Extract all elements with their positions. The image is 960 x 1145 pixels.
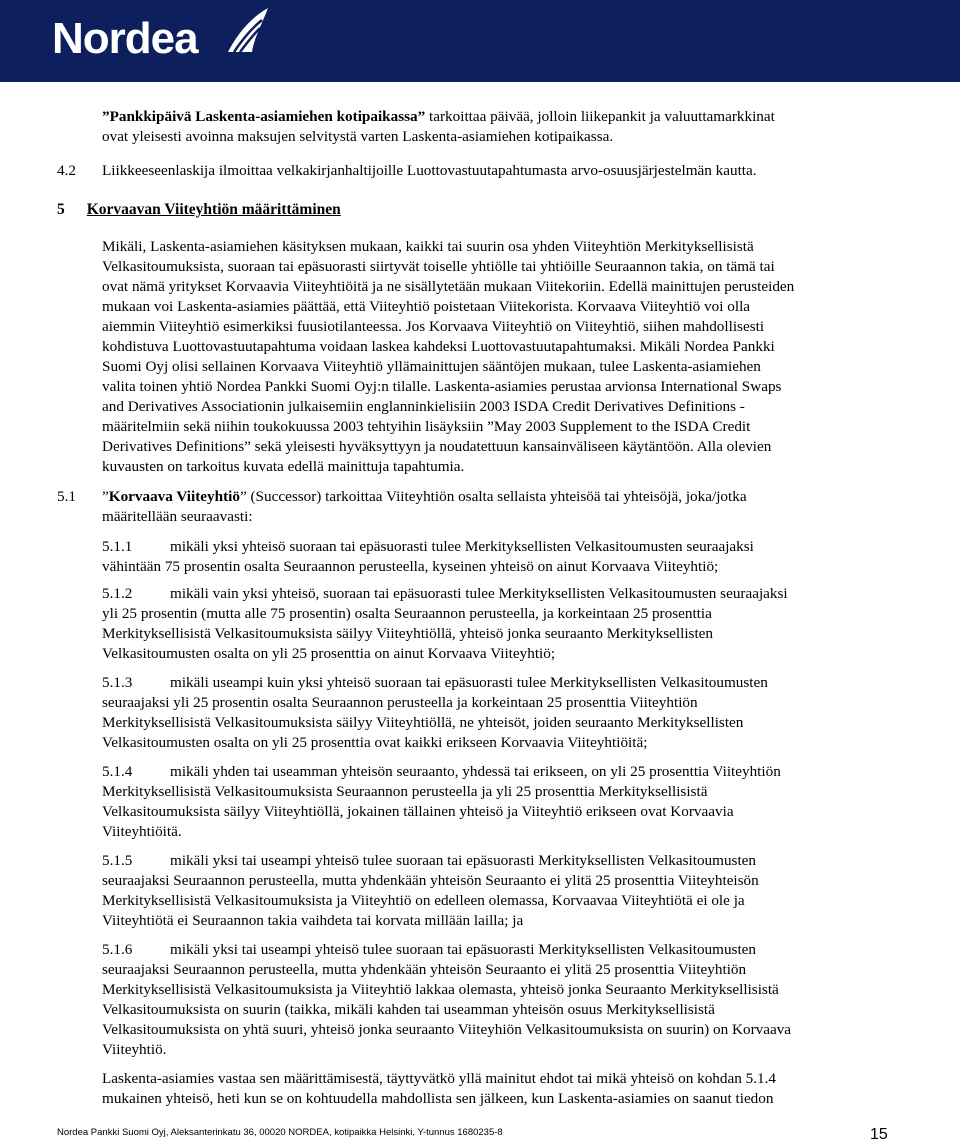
paragraph-line: ovat nämä yritykset Korvaavia Viiteyhtiöitä ja ne sisällytetään mukaan Viitekoriin. Edellä mainittujen perusteiden [102,278,795,295]
paragraph-line: Velkasitoumuksista, suoraan tai epäsuorasti siirtyvät toiselle yhtiölle tai yhtiöille Seuraannon takia, on tämä tai [102,258,775,275]
subitem-line: yli 25 prosentin (mutta alle 75 prosentin) osalta Seuraannon perusteella, ja korkeintaan 25 prosenttia [102,605,712,622]
subitem-line: seuraajaksi Seuraannon perusteella, mutta yhdenkään yhteisön Seuraanto ei ylitä 25 prosenttia Viiteyhteisön [102,872,759,889]
subitem-line: Viiteyhtiö. [102,1041,167,1058]
subitem-line: seuraajaksi yli 25 prosentin osalta Seuraannon perusteella ja korkeintaan 25 prosenttia Viiteyhtiön [102,694,698,711]
intro-line-2: ovat yleisesti avoinna maksujen selvitystä varten Laskenta-asiamiehen kotipaikassa. [102,128,614,145]
subitem-5-1-4 [102,762,902,842]
subitem-line: Merkityksellisistä Velkasitoumuksista säilyy Viiteyhtiöllä, yhteisö jonka seuraanto Merkityksellisten [102,625,714,642]
page-footer: Nordea Pankki Suomi Oyj, Aleksanterinkatu 36, 00020 NORDEA, kotipaikka Helsinki, Y-tunnus 1680235-8 [57,1127,503,1138]
subitem-line: mikäli yksi tai useampi yhteisö tulee suoraan tai epäsuorasti Merkityksellisten Velkasitoumusten [170,941,757,958]
subitem-5-1-1 [102,537,902,577]
subitem-line: Velkasitoumusten osalta on yli 25 prosenttia on ainut Korvaava Viiteyhtiö; [102,645,556,662]
closing-line: Laskenta-asiamies vastaa sen määrittämisestä, täyttyvätkö yllä mainitut ehdot tai mikä yhteisö on kohdan 5.1.4 [102,1070,776,1087]
subitem-line: Velkasitoumusten osalta on yli 25 prosenttia ovat kaikki erikseen Korvaavia Viiteyhtiöitä; [102,734,648,751]
subitem-5-1-5 [102,851,902,931]
subitem-line: Velkasitoumuksista säilyy Viiteyhtiöllä, jokainen tällainen yhteisö ja Viiteyhtiö erikseen ovat Korvaavia [102,803,734,820]
paragraph-line: kuvausten on tarkoitus kuvata edellä mainittuja tapahtumia. [102,458,465,475]
item-5-1-number: 5.1 [57,488,76,505]
subitem-line: Velkasitoumuksista on suurin (taikka, mikäli kahden tai useamman yhteisön osuus Merkityksellisistä [102,1001,715,1018]
paragraph-line: Derivatives Definitions” sekä yleisesti hyväksyttyyn ja noudatettuun kansainväliseen käytäntöön. Alla olevien [102,438,772,455]
subitem-label: 5.1.6 [102,941,133,958]
item-5-1-text: (Successor) tarkoittaa Viiteyhtiön osalta sellaista yhteisöä tai yhteisöjä, joka/jotka [246,488,747,505]
closing-line: mukainen yhteisö, heti kun se on kohtuudella mahdollista sen jälkeen, kun Laskenta-asiamies on saanut tiedon [102,1090,774,1107]
paragraph-line: Suomi Oyj olisi sellainen Korvaava Viiteyhtiö yllämainittujen sääntöjen mukaan, tulee Laskenta-asiamiehen [102,358,761,375]
subitem-5-1-2 [102,584,902,664]
paragraph-line: mukaan voi Laskenta-asiamies päättää, että Viiteyhtiö poistetaan Viitekorista. Korvaava Viiteyhtiö voi olla [102,298,751,315]
subitem-line: mikäli useampi kuin yksi yhteisö suoraan tai epäsuorasti tulee Merkityksellisten Velkasitoumusten [170,674,768,691]
subitem-line: seuraajaksi Seuraannon perusteella, mutta yhdenkään yhteisön Seuraanto ei ylitä 25 prosenttia Viiteyhtiön [102,961,747,978]
subitem-label: 5.1.3 [102,674,133,691]
section-5-number: 5 [57,201,65,218]
logo-text: Nordea [52,14,198,63]
paragraph-line: and Derivatives Associationin julkaisemiin englanninkielisiin 2003 ISDA Credit Derivatives Definitions - [102,398,745,415]
item-5-1-term: Korvaava Viiteyhtiö [108,488,240,505]
item-4-2-text: Liikkeeseenlaskija ilmoittaa velkakirjanhaltijoille Luottovastuutapahtumasta arvo-osuusjärjestelmän kautta. [102,162,757,179]
subitem-label: 5.1.4 [102,763,133,780]
page-number: 15 [870,1126,888,1143]
subitem-line: Viiteyhtiöitä. [102,823,182,840]
subitem-line: Merkityksellisistä Velkasitoumuksista ja Viiteyhtiö on edelleen olemassa, Korvaavaa Viiteyhtiötä ei ole ja [102,892,745,909]
subitem-line: vähintään 75 prosentin osalta Seuraannon perusteella, kyseinen yhteisö on ainut Korvaava Viiteyhtiö; [102,558,719,575]
paragraph-line: Mikäli, Laskenta-asiamiehen käsityksen mukaan, kaikki tai suurin osa yhden Viiteyhtiön Merkityksellisistä [102,238,754,255]
intro-term: ”Pankkipäivä Laskenta-asiamiehen kotipaikassa” [102,108,426,125]
item-5-1-line-2: määritellään seuraavasti: [102,508,253,525]
section-5-title: Korvaavan Viiteyhtiön määrittäminen [86,201,341,218]
subitem-line: Merkityksellisistä Velkasitoumuksista säilyy Viiteyhtiöllä, ne yhteisöt, joiden seuraanto Merkityksellisten [102,714,744,731]
paragraph-line: valita toinen yhtiö Nordea Pankki Suomi Oyj:n tilalle. Laskenta-asiamies perustaa arvionsa International Swaps [102,378,782,395]
intro-paragraph [102,107,775,127]
subitem-label: 5.1.2 [102,585,133,602]
subitem-line: Viiteyhtiötä ei Seuraannon takia vaihdeta tai korvata millään lailla; ja [102,912,524,929]
quote-open: ” [102,488,109,505]
subitem-line: Velkasitoumuksista on yhtä suuri, yhteisö jonka seuraanto Viiteyhiön Velkasitoumuksista on suurin) on Korvaava [102,1021,792,1038]
subitem-line: Merkityksellisistä Velkasitoumuksista ja Viiteyhtiö lakkaa olemasta, yhteisö jonka Seuraanto Merkityksellisistä [102,981,779,998]
paragraph-line: kohdistuva Luottovastuutapahtuma voidaan laskea kahdeksi Luottovastuutapahtumaksi. Mikäli Nordea Pankki [102,338,775,355]
subitem-5-1-3 [102,673,902,753]
subitem-5-1-6 [102,940,902,1060]
section-5-paragraph [102,237,922,477]
subitem-line: mikäli yksi yhteisö suoraan tai epäsuorasti tulee Merkityksellisten Velkasitoumusten seuraajaksi [170,538,754,555]
intro-text: tarkoittaa päivää, jolloin liikepankit ja valuuttamarkkinat [425,108,775,125]
paragraph-line: aiemmin Viiteyhtiö esimerkiksi fuusiotilanteessa. Jos Korvaava Viiteyhtiö on Viiteyhtiö, siihen mahdollisesti [102,318,765,335]
closing-paragraph [102,1069,902,1109]
subitem-label: 5.1.1 [102,538,133,555]
paragraph-line: määritelmiin sekä niihin toukokuussa 2003 tehtyihin lisäyksiin ”May 2003 Supplement to the ISDA Credit [102,418,751,435]
item-4-2-number: 4.2 [57,162,76,179]
subitem-line: Merkityksellisistä Velkasitoumuksista Seuraannon perusteella ja yli 25 prosenttia Merkityksellisistä [102,783,708,800]
section-5-heading [57,200,341,220]
item-5-1-definition [102,487,747,507]
subitem-label: 5.1.5 [102,852,133,869]
subitem-line: mikäli vain yksi yhteisö, suoraan tai epäsuorasti tulee Merkityksellisten Velkasitoumusten seuraajaksi [170,585,788,602]
subitem-line: mikäli yhden tai useamman yhteisön seuraanto, yhdessä tai erikseen, on yli 25 prosenttia Viiteyhtiön [170,763,781,780]
subitem-line: mikäli yksi tai useampi yhteisö tulee suoraan tai epäsuorasti Merkityksellisten Velkasitoumusten [170,852,757,869]
quote-close: ” [239,488,247,505]
